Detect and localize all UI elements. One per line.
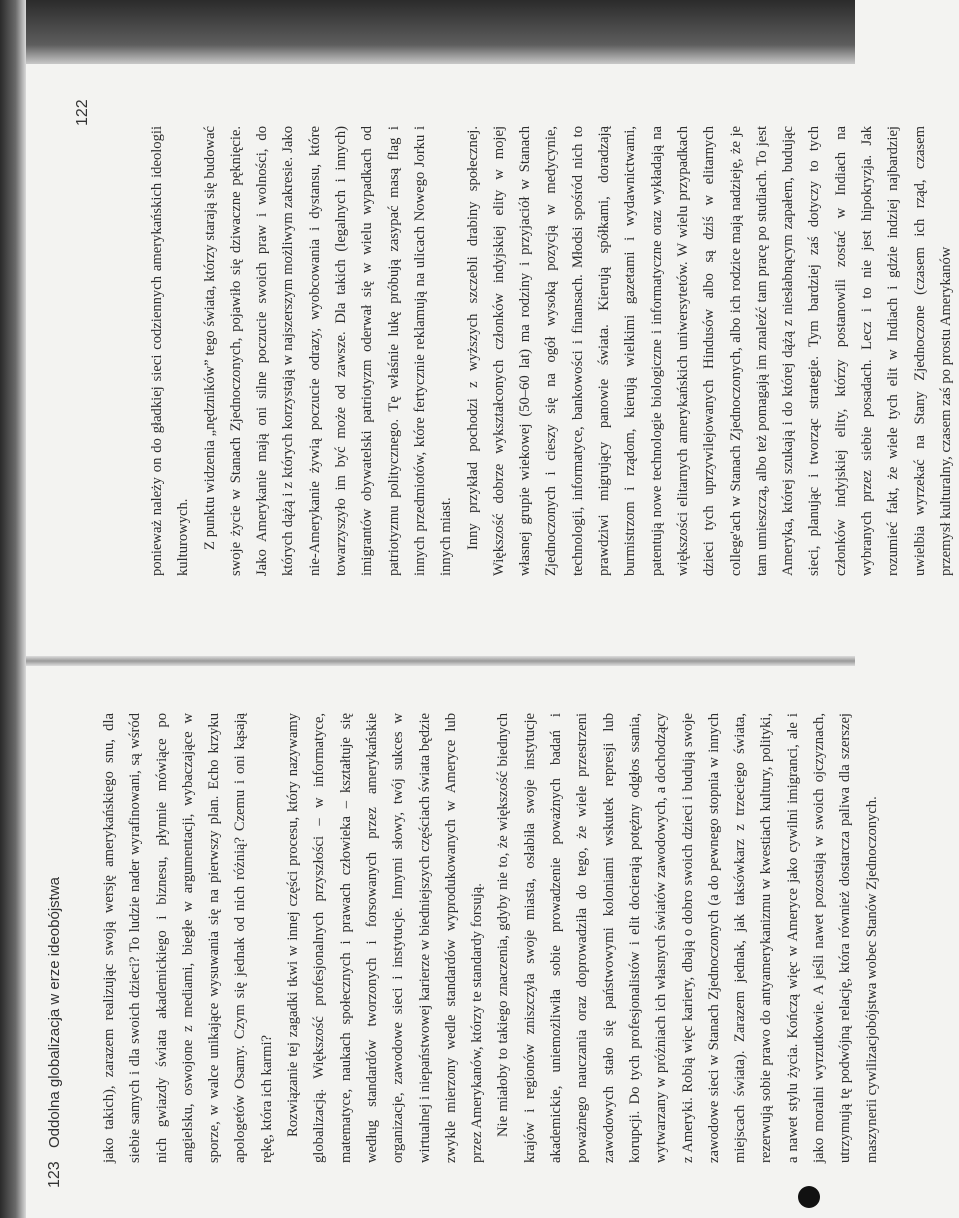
- page-122: [26, 64, 954, 656]
- left-page-text: [144, 126, 954, 576]
- right-page-number: 123: [46, 1161, 63, 1188]
- right-paragraph-1: jako takich), zarazem realizując swoją wersję amerykańskiego snu, dla siebie samych i dla swoich dzieci? To ludzie nader wyrafinowani, są wśród nich gwiazdy świata akademickiego i biznesu, płynnie mówiące po angielsku, oswojone z mediami, biegłe w argumentacji, wybaczające w sporze, w walce unikające wysuwania się na pierwszy plan. Echo krzyku apologetów Osamy. Czym się jednak od nich różnią? Czemu i oni kąsają rękę, która ich karmi?: [101, 713, 275, 1163]
- right-paragraph-3: Nie miałoby to takiego znaczenia, gdyby nie to, że większość biednych krajów i regionów zniszczyła swoje miasta, osłabiła swoje instytucje akademickie, uniemożliwiła sobie prowadzenie poważnych badań i poważnego nauczania oraz doprowadziła do tego, że wiele przestrzeni zawodowych stało się państwowymi koloniami wskutek represji lub korupcji. Do tych profesjonalistów i elit docierają potężny odgłos ssania, wytwarzany w próżniach ich własnych światów zawodowych, a dochodzący z Ameryki. Robią więc kariery, dbają o dobro swoich dzieci i budują swoje zawodowe sieci w Stanach Zjednoczonych (a do pewnego stopnia w innych miejscach świata). Zarazem jednak, jak taksówkarz z trzeciego świata, rezerwują sobie prawo do antyamerykanizmu w kwestiach kultury, polityki, a nawet stylu życia. Kończą więc w Ameryce jako cywilni imigranci, ale i jako moralni wyrzutkowie. A jeśli nawet pozostają w swoich ojczyznach, utrzymują tę podwójną relację, która również dostarcza paliwa dla szerszej maszynerii cywilizacjobójstwa wobec Stanów Zjednoczonych.: [495, 713, 880, 1163]
- book-gutter: [26, 656, 855, 666]
- left-paragraph-1: ponieważ należy on do gładkiej sieci codziennych amerykańskich ideologii kulturowych.: [149, 126, 192, 576]
- scanner-edge-top: [0, 0, 855, 64]
- scanner-edge-left: [0, 0, 26, 1218]
- page-123: [26, 666, 880, 1218]
- left-paragraph-2: Z punktu widzenia „nędzników” tego świata, którzy starają się budować swoje życie w Stanach Zjednoczonych, pojawiło się dziwaczne pęknięcie. Jako Amerykanie mają oni silne poczucie swoich praw i wolności, do których dążą i z których korzystają w najszerszym możliwym zakresie. Jako nie-Amerykanie żywią poczucie odrazy, wyobcowania i dystansu, które towarzyszyło im być może od zawsze. Dla takich (legalnych i innych) imigrantów obywatelski patriotyzm oderwał się w wielu wypadkach od patriotyzmu politycznego. Tę właśnie lukę próbują zasypać masą flag i innych przedmiotów, które fertycznie reklamują na ulicach Nowego Jorku i innych miast.: [201, 126, 455, 576]
- left-paragraph-3: Inny przykład pochodzi z wyższych szczebli drabiny społecznej. Większość dobrze wykształconych członków indyjskiej elity w mojej własnej grupie wiekowej (50–60 lat) ma rodziny i przyjaciół w Stanach Zjednoczonych i cieszy się na ogół wysoką pozycją w medycynie, technologii, informatyce, bankowości i finansach. Młodsi spośród nich to prawdziwi migrujący panowie świata. Kierują spółkami, doradzają burmistrzom i rządom, kierują wielkimi gazetami i wydawnictwami, patentują nowe technologie biologiczne i informatyczne oraz wykładają na większości elitarnych amerykańskich uniwersytetów. W wielu przypadkach dzieci tych uprzywilejowanych Hindusów albo są dziś w elitarnych college'ach w Stanach Zjednoczonych, albo ich rodzice mają nadzieję, że je tam umieszczą, albo też pomagają im znaleźć tam pracę po studiach. To jest Ameryka, której szukają i do której dążą z niesłabnącym zapałem, budując sieci, planując i tworząc strategie. Tym bardziej zaś dotyczy to tych członków indyjskiej elity, którzy postanowili zostać w Indiach na wybranych przez siebie posadach. Lecz i to nie jest hipokryzja. Jak rozumieć fakt, że wiele tych elit w Indiach i gdzie indziej najbardziej uwielbia wyrzekać na Stany Zjednoczone (czasem ich rząd, czasem przemysł kulturalny, czasem zaś po prostu Amerykanów: [464, 126, 954, 576]
- right-page-text: [96, 713, 880, 1163]
- page-corner-dot: [798, 1186, 820, 1208]
- left-page-number: 122: [74, 99, 91, 126]
- running-head: Oddolna globalizacja w erze ideobójstwa: [46, 877, 63, 1148]
- right-paragraph-2: Rozwiązanie tej zagadki tkwi w innej części procesu, który nazywamy globalizacją. Większość profesjonalnych przyszłości – w informatyce, matematyce, naukach społecznych i prawach człowieka – kształtuje się według standardów tworzonych i forsowanych przez amerykańskie organizacje, zawodowe sieci i instytucje. Innymi słowy, twój sukces w wirtualnej i niepaństwowej karierze w biedniejszych częściach świata będzie zwykle mierzony wedle standardów wyprodukowanych w Ameryce lub przez Amerykanów, którzy te standardy forsują.: [285, 713, 486, 1163]
